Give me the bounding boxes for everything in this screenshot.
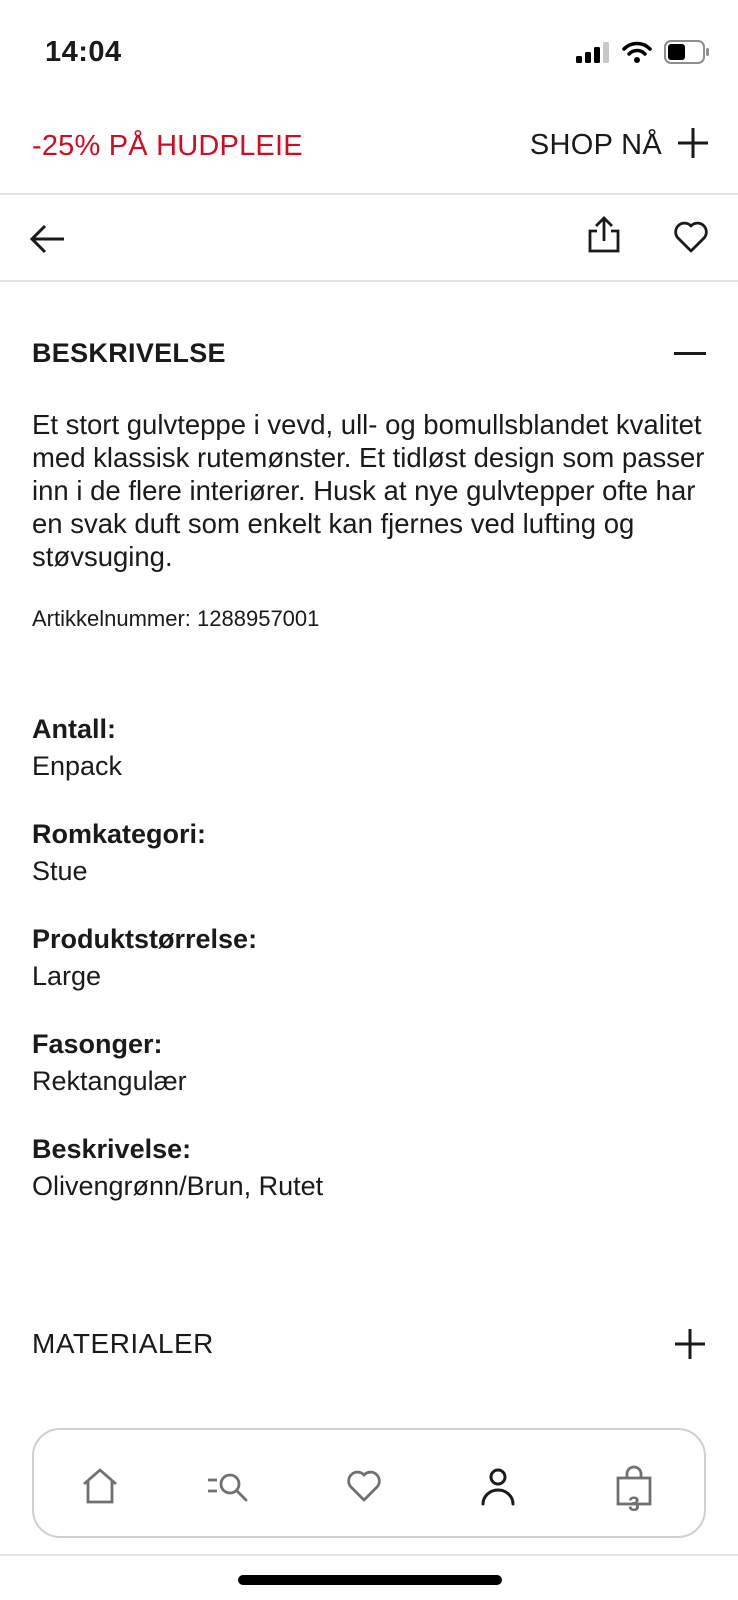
description-text: Et stort gulvteppe i vevd, ull- og bomullsblandet kvalitet med klassisk rutemønster. Et tidløst design som passer inn i de flere interiører. Husk at nye gulvtepper ofte har en svak duft som enkelt kan fjernes ved lufting og støvsuging. [32, 409, 705, 572]
attribute-value: Olivengrønn/Brun, Rutet [32, 1171, 324, 1201]
bag-count-badge: 3 [628, 1493, 640, 1516]
bottom-tab-bar [32, 1428, 706, 1538]
attribute-value: Rektangulær [32, 1066, 187, 1096]
heart-icon [342, 1464, 386, 1508]
attribute-label: Beskrivelse: [32, 1134, 192, 1164]
attribute-item [32, 712, 692, 817]
arrow-left-icon [28, 219, 68, 259]
product-attributes [32, 712, 692, 1237]
battery-icon [664, 40, 710, 69]
tab-shopping-bag[interactable] [612, 1464, 656, 1516]
attribute-value: Large [32, 961, 102, 991]
plus-icon [674, 1328, 706, 1360]
cellular-signal-icon [576, 41, 610, 68]
tab-home[interactable] [78, 1464, 122, 1508]
materials-title: MATERIALER [32, 1328, 214, 1359]
materials-accordion-header[interactable] [32, 1322, 706, 1366]
heart-icon [671, 217, 711, 257]
shop-now-label: SHOP NÅ [529, 129, 662, 161]
status-bar [0, 0, 738, 100]
product-nav-bar [0, 195, 738, 282]
tab-account[interactable] [476, 1464, 520, 1508]
attribute-label: Romkategori: [32, 819, 207, 849]
plus-icon [676, 126, 710, 165]
account-icon [476, 1464, 520, 1508]
tab-search[interactable] [206, 1464, 250, 1508]
back-button[interactable] [28, 219, 68, 259]
description-accordion-header[interactable] [32, 338, 706, 374]
promo-banner [0, 100, 738, 195]
attribute-label: Fasonger: [32, 1029, 163, 1059]
home-icon [78, 1464, 122, 1508]
wifi-icon [622, 41, 652, 68]
search-filter-icon [206, 1464, 250, 1508]
shop-now-button[interactable] [530, 126, 710, 165]
home-indicator[interactable] [238, 1575, 502, 1585]
attribute-value: Stue [32, 856, 88, 886]
attribute-item [32, 1132, 692, 1237]
article-number: Artikkelnummer: 1288957001 [32, 606, 320, 631]
description-title: BESKRIVELSE [32, 338, 226, 368]
attribute-item [32, 1027, 692, 1132]
tab-favorites[interactable] [342, 1464, 386, 1508]
share-icon [584, 215, 624, 255]
attribute-label: Produktstørrelse: [32, 924, 258, 954]
divider [0, 1554, 738, 1556]
minus-icon [674, 352, 706, 355]
attribute-item [32, 922, 692, 1027]
attribute-label: Antall: [32, 714, 116, 744]
share-button[interactable] [584, 215, 624, 255]
attribute-value: Enpack [32, 751, 123, 781]
promo-text[interactable]: -25% PÅ HUDPLEIE [32, 130, 303, 162]
status-icons [576, 40, 710, 69]
status-time: 14:04 [45, 36, 122, 68]
favorite-button[interactable] [671, 217, 711, 257]
attribute-item [32, 817, 692, 922]
